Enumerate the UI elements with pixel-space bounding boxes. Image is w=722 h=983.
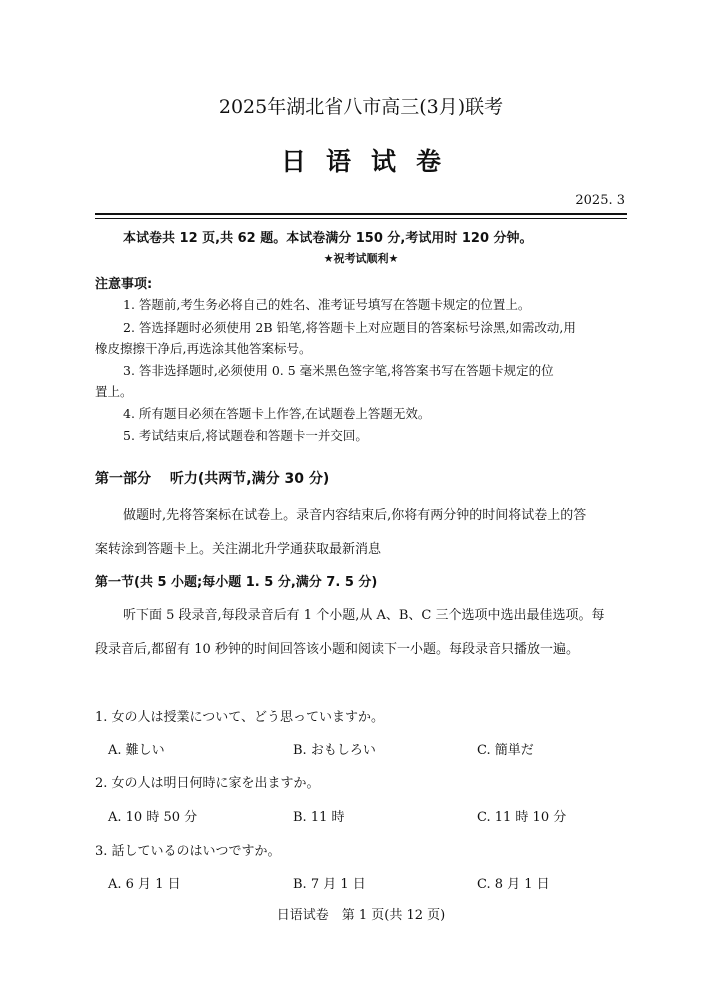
part1-intro: 案转涂到答题卡上。关注湖北升学通获取最新消息 [95,542,382,557]
notice-item: 1. 答题前,考生务必将自己的姓名、准考证号填写在答题卡规定的位置上。 [123,297,531,312]
notice-item: 5. 考试结束后,将试题卷和答题卡一并交回。 [123,428,368,443]
question-1-option-c: C. 簡単だ [477,743,534,758]
part1-intro: 做题时,先将答案标在试卷上。录音内容结束后,你将有两分钟的时间将试卷上的答 [123,508,587,523]
question-3-option-a: A. 6 月 1 日 [108,877,181,892]
notice-heading: 注意事项: [95,277,153,292]
question-1-stem: 1. 女の人は授業について、どう思っていますか。 [95,710,385,725]
question-2-option-a: A. 10 時 50 分 [108,810,198,825]
question-3-option-c: C. 8 月 1 日 [477,877,550,892]
section1-heading: 第一节(共 5 小题;每小题 1. 5 分,满分 7. 5 分) [95,575,378,590]
notice-item: 橡皮擦擦干净后,再选涂其他答案标号。 [95,341,312,356]
question-2-stem: 2. 女の人は明日何時に家を出ますか。 [95,776,320,791]
exam-title: 2025年湖北省八市高三(3月)联考 [218,96,504,118]
header-rule-thin [95,218,627,219]
question-2-option-b: B. 11 時 [293,810,345,825]
notice-item: 2. 答选择题时必须使用 2B 铅笔,将答题卡上对应题目的答案标号涂黑,如需改动,用 [123,320,576,335]
notice-item: 3. 答非选择题时,必须使用 0. 5 毫米黑色签字笔,将答案书写在答题卡规定的位 [123,363,554,378]
question-1-option-a: A. 難しい [108,743,165,758]
question-1-option-b: B. おもしろい [293,743,376,758]
good-luck-banner: ★祝考试顺利★ [323,252,399,265]
section1-intro: 听下面 5 段录音,每段录音后有 1 个小题,从 A、B、C 三个选项中选出最佳选项。每 [123,608,605,623]
section1-intro: 段录音后,都留有 10 秒钟的时间回答该小题和阅读下一小题。每段录音只播放一遍。 [95,642,579,657]
question-3-option-b: B. 7 月 1 日 [293,877,366,892]
question-3-stem: 3. 話しているのはいつですか。 [95,844,281,859]
question-2-option-c: C. 11 時 10 分 [477,810,567,825]
exam-date: 2025. 3 [575,193,625,208]
exam-summary: 本试卷共 12 页,共 62 题。本试卷满分 150 分,考试用时 120 分钟。 [123,231,533,246]
page-footer: 日语试卷 第 1 页(共 12 页) [276,908,446,923]
notice-item: 置上。 [95,384,133,399]
notice-item: 4. 所有题目必须在答题卡上作答,在试题卷上答题无效。 [123,406,431,421]
subject-title: 日语试卷 [280,147,461,176]
part1-heading: 第一部分 听力(共两节,满分 30 分) [95,471,330,487]
header-rule-thick [95,213,627,215]
